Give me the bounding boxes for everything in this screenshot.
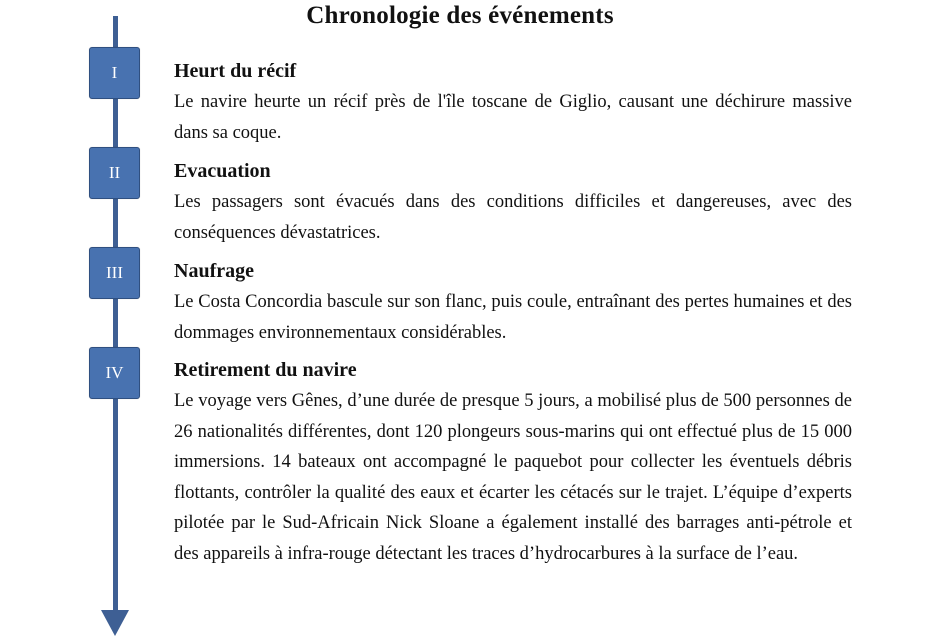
event-description: Le voyage vers Gênes, d’une durée de presque 5 jours, a mobilisé plus de 500 personnes de 26 nationalités différentes, dont 120 plongeurs sous-marins qui ont effectué plus de 15 000 immersions. 14 bateaux ont accompagné le paquebot pour collecter les éventuels débris flottants, contrôler la qualité des eaux et écarter les cétacés sur le trajet. L’équipe d’experts pilotée par le Sud-Africain Nick Sloane a également installé des barrages anti-pétrole et des appareils à infra-rouge détectant les traces d’hydrocarbures à la surface de l’eau. bbox=[174, 391, 852, 564]
event-title: Evacuation bbox=[174, 160, 271, 182]
timeline-arrow-icon bbox=[101, 610, 129, 636]
event-title: Retirement du navire bbox=[174, 359, 357, 381]
event-2 bbox=[174, 158, 852, 248]
event-description: Les passagers sont évacués dans des conditions difficiles et dangereuses, avec des conséquences dévastatrices. bbox=[174, 192, 852, 243]
event-3 bbox=[174, 258, 852, 348]
event-4 bbox=[174, 357, 852, 569]
timeline-line bbox=[113, 16, 118, 612]
event-marker-2: II bbox=[89, 147, 140, 199]
event-description: Le navire heurte un récif près de l'île toscane de Giglio, causant une déchirure massive dans sa coque. bbox=[174, 92, 852, 143]
event-1 bbox=[174, 58, 852, 148]
event-marker-1: I bbox=[89, 47, 140, 99]
event-title: Heurt du récif bbox=[174, 60, 297, 82]
page-title: Chronologie des événements bbox=[306, 2, 614, 29]
event-description: Le Costa Concordia bascule sur son flanc, puis coule, entraînant des pertes humaines et des dommages environnementaux considérables. bbox=[174, 292, 852, 343]
event-marker-4: IV bbox=[89, 347, 140, 399]
event-title: Naufrage bbox=[174, 260, 254, 282]
event-marker-3: III bbox=[89, 247, 140, 299]
